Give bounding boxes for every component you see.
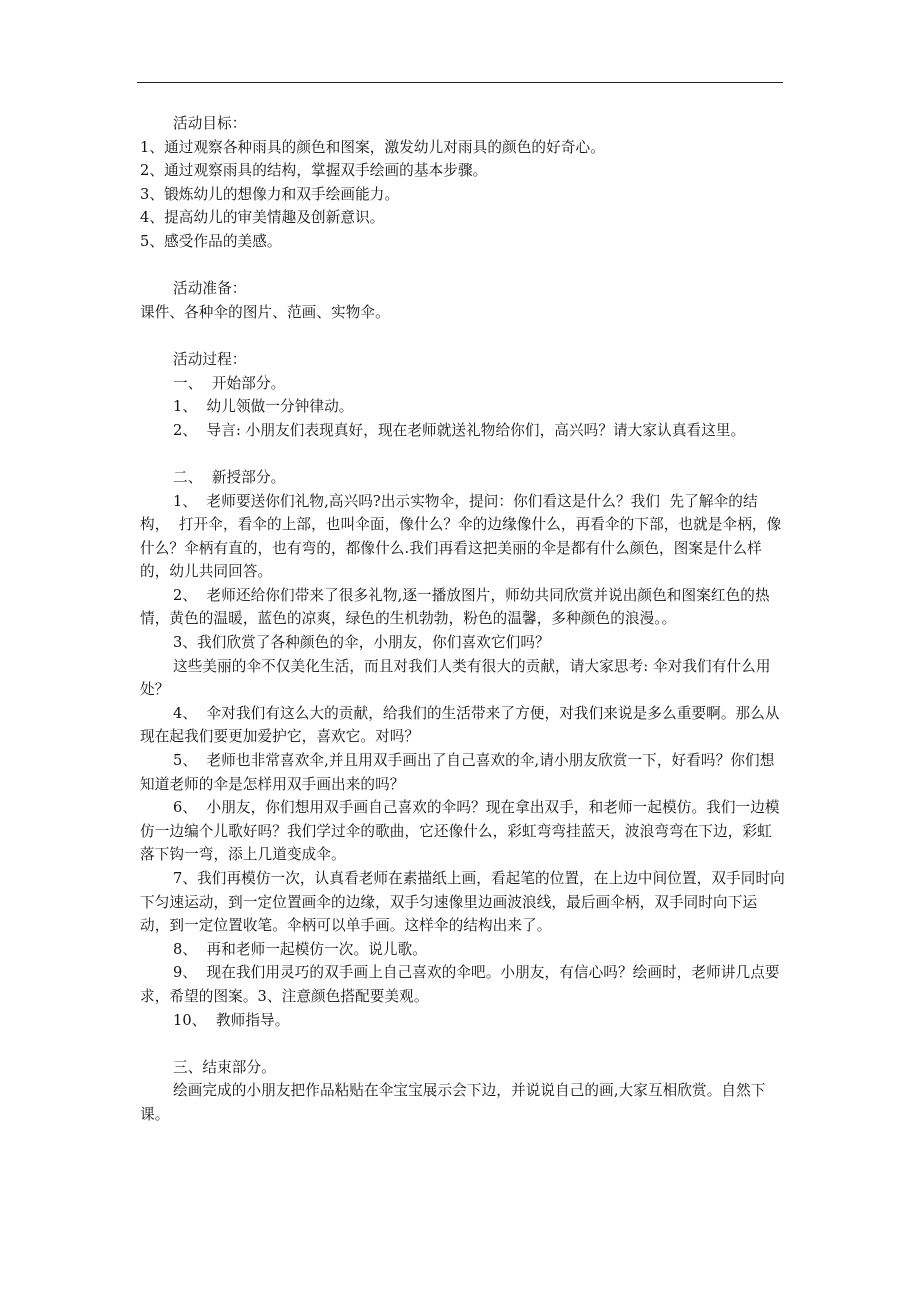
part2-title: 二、 新授部分。 bbox=[173, 468, 286, 486]
goal-item: 2、通过观察雨具的结构，掌握双手绘画的基本步骤。 bbox=[140, 162, 488, 180]
part1-item: 2、 导言: 小朋友们表现真好，现在老师就送礼物给你们，高兴吗？请大家认真看这里。 bbox=[173, 421, 746, 439]
part2-item: 7、我们再模仿一次，认真看老师在素描纸上画，看起笔的位置，在上边中间位置，双手同时向下匀速运动，到一定位置画伞的边缘，双手匀速像里边画波浪线，最后画伞柄，双手同时向下运动，到一定位置收笔。伞柄可以单手画。这样伞的结构出来了。 bbox=[140, 870, 785, 935]
spacer bbox=[140, 324, 786, 348]
document-body bbox=[140, 112, 786, 1127]
part1-item: 1、 幼儿领做一分钟律动。 bbox=[173, 398, 354, 416]
prep-text: 课件、各种伞的图片、范画、实物伞。 bbox=[140, 303, 390, 321]
goal-item: 1、通过观察各种雨具的颜色和图案，激发幼儿对雨具的颜色的好奇心。 bbox=[140, 138, 605, 156]
part1-title: 一、 开始部分。 bbox=[173, 374, 286, 392]
part2-item: 2、 老师还给你们带来了很多礼物,逐一播放图片，师幼共同欣赏并说出颜色和图案红色的热情，黄色的温暖，蓝色的凉爽，绿色的生机勃勃，粉色的温馨，多种颜色的浪漫。。 bbox=[140, 586, 770, 628]
goal-item: 3、锻炼幼儿的想像力和双手绘画能力。 bbox=[140, 185, 400, 203]
goals-heading: 活动目标： bbox=[173, 115, 247, 132]
part2-item: 10、 教师指导。 bbox=[173, 1011, 290, 1029]
part2-item: 6、 小朋友，你们想用双手画自己喜欢的伞吗？现在拿出双手，和老师一起模仿。我们一边模仿一边编个儿歌好吗？我们学过伞的歌曲，它还像什么，彩虹弯弯挂蓝天，波浪弯弯在下边，彩虹落下钩一弯，添上几道变成伞。 bbox=[140, 799, 780, 864]
part2-item: 4、 伞对我们有这么大的贡献，给我们的生活带来了方便，对我们来说是多么重要啊。那么从现在起我们要更加爱护它，喜欢它。对吗？ bbox=[140, 704, 780, 746]
part2-item: 3、我们欣赏了各种颜色的伞，小朋友，你们喜欢它们吗？ bbox=[173, 634, 550, 652]
process-heading: 活动过程： bbox=[173, 350, 247, 368]
goal-item: 4、提高幼儿的审美情趣及创新意识。 bbox=[140, 209, 385, 227]
header-rule bbox=[137, 82, 783, 83]
spacer bbox=[140, 254, 786, 278]
part2-item: 9、 现在我们用灵巧的双手画上自己喜欢的伞吧。小朋友，有信心吗？绘画时，老师讲几点要求，希望的图案。3、注意颜色搭配要美观。 bbox=[140, 964, 780, 1005]
part2-item: 5、 老师也非常喜欢伞,并且用双手画出了自己喜欢的伞,请小朋友欣赏一下，好看吗？你们想知道老师的伞是怎样用双手画出来的吗？ bbox=[140, 752, 775, 793]
part2-item: 这些美丽的伞不仅美化生活，而且对我们人类有很大的贡献，请大家思考: 伞对我们有什么用处？ bbox=[140, 657, 771, 699]
spacer bbox=[140, 442, 786, 466]
spacer bbox=[140, 1032, 786, 1056]
part2-item: 8、 再和老师一起模仿一次。说儿歌。 bbox=[173, 940, 427, 958]
prep-heading: 活动准备： bbox=[173, 280, 247, 298]
goal-item: 5、感受作品的美感。 bbox=[140, 232, 282, 250]
part3-title: 三、结束部分。 bbox=[173, 1058, 276, 1076]
part2-item: 1、 老师要送你们礼物,高兴吗?出示实物伞，提问：你们看这是什么？我们 先了解伞的结构， 打开伞，看伞的上部，也叫伞面，像什么？伞的边缘像什么，再看伞的下部，也就是伞柄，像什么？伞柄有直的，也有弯的，都像什么.我们再看这把美丽的伞是都有什么颜色，图案是什么样的，幼儿共同回答。 bbox=[140, 492, 782, 581]
part3-text: 绘画完成的小朋友把作品粘贴在伞宝宝展示会下边，并说说自己的画,大家互相欣赏。自然下课。 bbox=[140, 1082, 766, 1123]
